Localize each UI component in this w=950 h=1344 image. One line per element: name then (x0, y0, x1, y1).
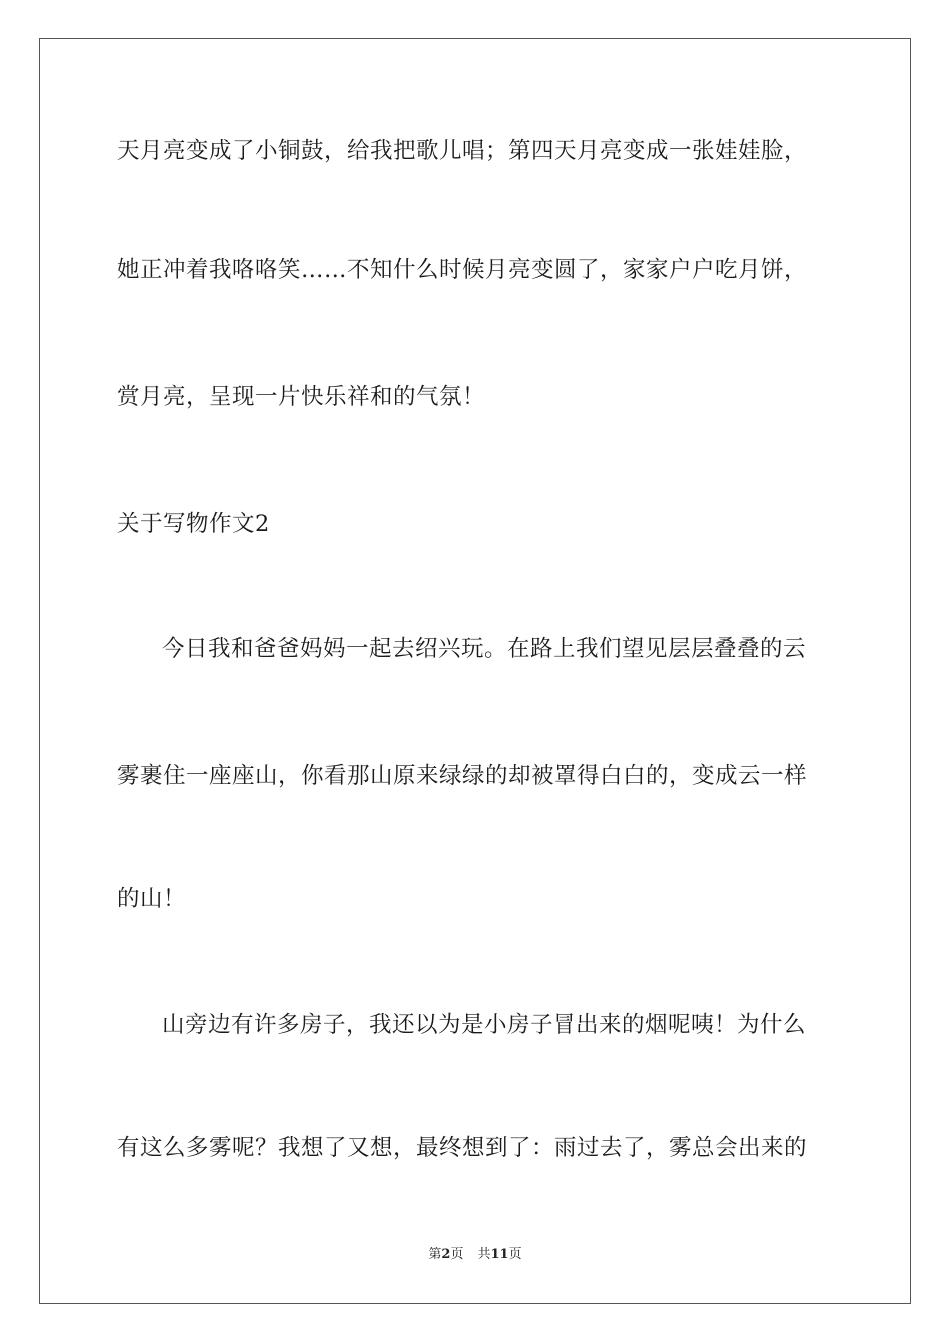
text-line-2: 她正冲着我咯咯笑……不知什么时候月亮变圆了，家家户户吃月饼， (117, 257, 808, 283)
paragraph-2-line-1: 山旁边有许多房子，我还以为是小房子冒出来的烟呢咦！为什么 (162, 1012, 807, 1038)
page-number: 2 (441, 1247, 451, 1262)
paragraph-2-line-2: 有这么多雾呢？我想了又想，最终想到了：雨过去了，雾总会出来的 (117, 1135, 808, 1161)
text-line-1: 天月亮变成了小铜鼓，给我把歌儿唱；第四天月亮变成一张娃娃脸， (117, 138, 808, 164)
paragraph-1-line-1: 今日我和爸爸妈妈一起去绍兴玩。在路上我们望见层层叠叠的云 (162, 636, 807, 662)
page-footer (0, 1246, 950, 1264)
total-pages: 11 (490, 1247, 509, 1262)
page-border (39, 38, 911, 1304)
text-line-3: 赏月亮，呈现一片快乐祥和的气氛！ (117, 384, 486, 410)
section-heading: 关于写物作文2 (117, 511, 270, 537)
paragraph-1-line-3: 的山！ (117, 886, 187, 912)
total-label-prefix: 共 (477, 1247, 491, 1262)
page-label-prefix: 第 (428, 1247, 442, 1262)
paragraph-1-line-2: 雾裹住一座座山，你看那山原来绿绿的却被罩得白白的，变成云一样 (117, 763, 808, 789)
total-label-suffix: 页 (508, 1247, 522, 1262)
page-label-suffix: 页 (450, 1247, 464, 1262)
